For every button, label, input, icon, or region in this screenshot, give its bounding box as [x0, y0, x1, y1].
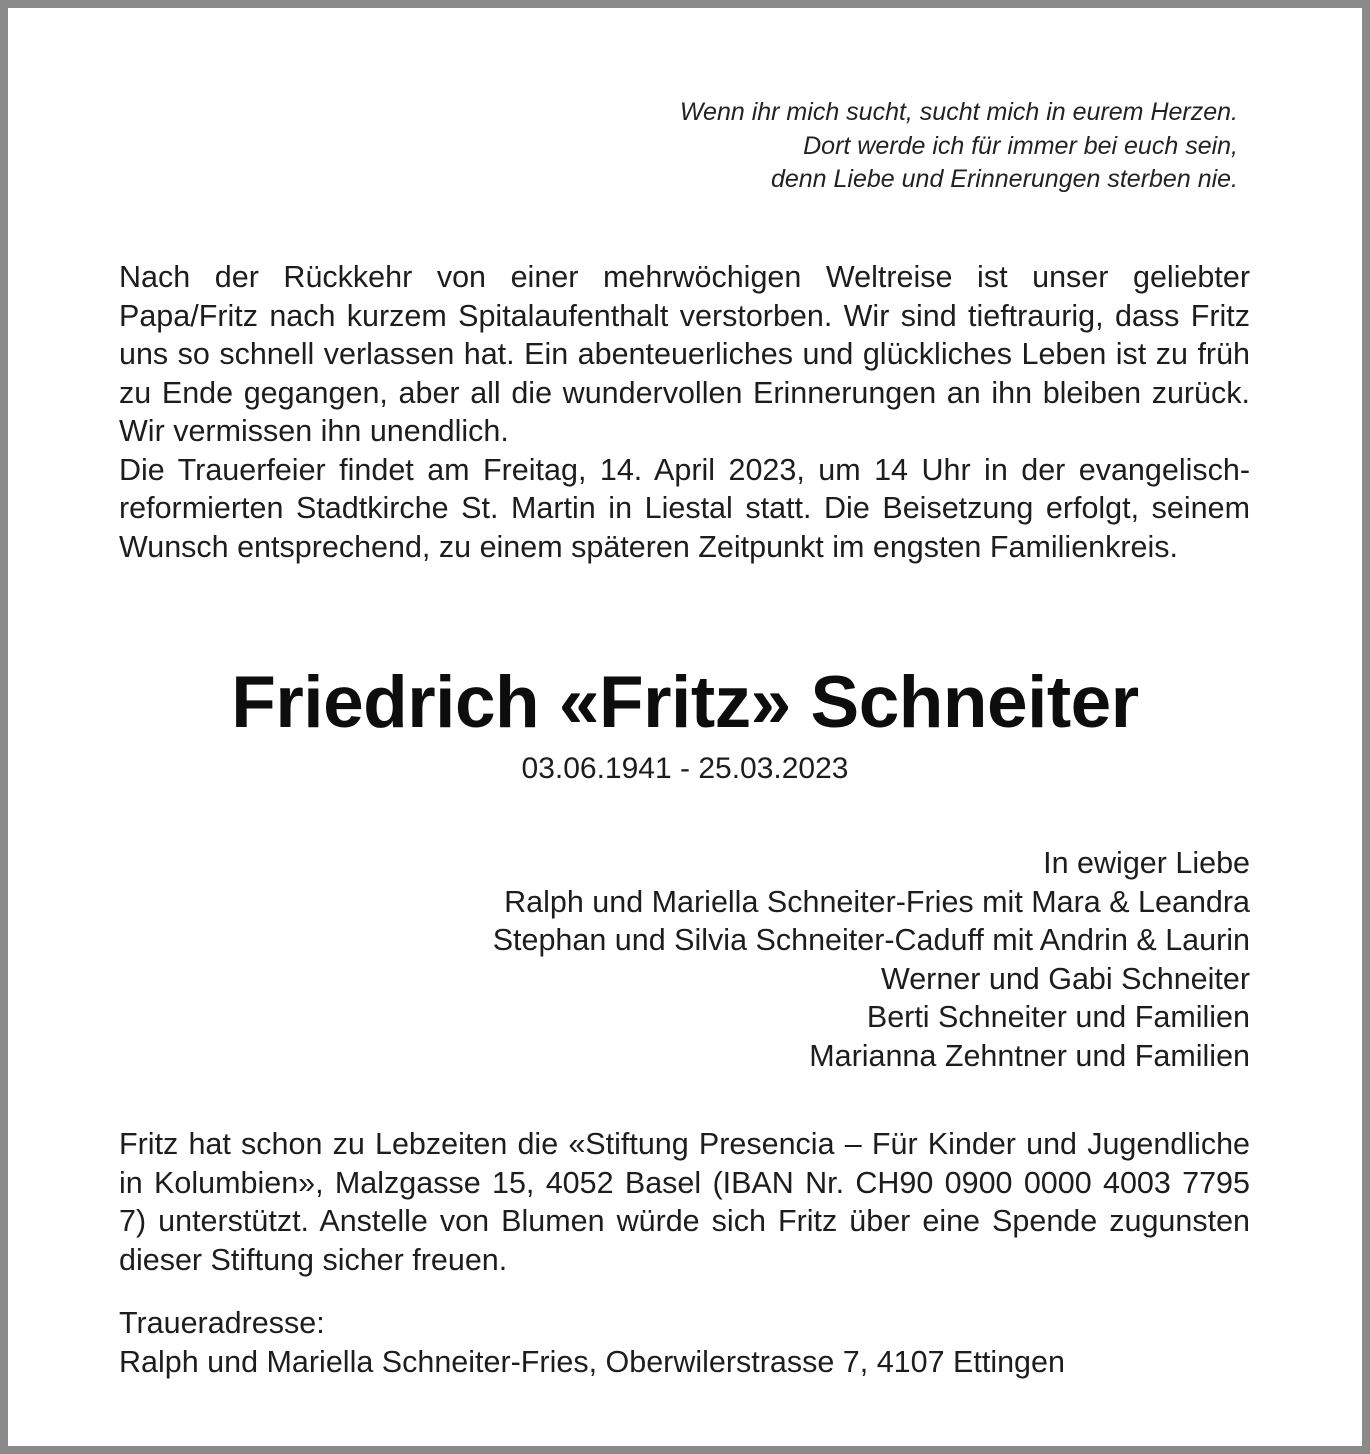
life-dates: 03.06.1941 - 25.03.2023	[521, 752, 849, 785]
obituary-page	[8, 8, 1362, 1446]
motto-quote	[680, 96, 1238, 197]
mourners-list	[493, 844, 1250, 1075]
mourner-line: Berti Schneiter und Familien	[866, 1000, 1250, 1034]
address-label: Traueradresse:	[119, 1306, 325, 1340]
mourner-line: Werner und Gabi Schneiter	[880, 961, 1250, 996]
mourner-line: In ewiger Liebe	[1043, 846, 1250, 880]
intro-paragraph: Nach der Rückkehr von einer mehrwöchigen Weltreise ist unser geliebter Papa/Fritz nach kurzem Spitalaufenthalt verstorben. Wir sind tieftraurig, dass Fritz uns so schnell verlassen hat. Ein abenteuerliches und glückliches Leben ist zu früh zu Ende gegangen, aber all die wundervollen Erinnerungen an ihn bleiben zurück. Wir vermissen ihn unendlich.	[119, 260, 1250, 448]
intro-text	[119, 258, 1250, 566]
mourning-address	[119, 1304, 1065, 1381]
mourner-line: Ralph und Mariella Schneiter-Fries mit Mara & Leandra	[504, 884, 1250, 919]
address-value: Ralph und Mariella Schneiter-Fries, Oberwilerstrasse 7, 4107 Ettingen	[119, 1344, 1065, 1379]
foundation-paragraph: Fritz hat schon zu Lebzeiten die «Stiftung Presencia – Für Kinder und Jugendliche in Kolumbien», Malzgasse 15, 4052 Basel (IBAN Nr. CH90 0900 0000 4003 7795 7) unterstützt. Anstelle von Blumen würde sich Fritz über eine Spende zugunsten dieser Stiftung sicher freuen.	[119, 1127, 1250, 1277]
foundation-text	[119, 1125, 1250, 1279]
motto-line: denn Liebe und Erinnerungen sterben nie.	[770, 165, 1238, 193]
motto-line: Dort werde ich für immer bei euch sein,	[803, 131, 1238, 160]
motto-line: Wenn ihr mich sucht, sucht mich in eurem Herzen.	[679, 98, 1238, 126]
deceased-name: Friedrich «Fritz» Schneiter	[231, 662, 1139, 743]
mourner-line: Stephan und Silvia Schneiter-Caduff mit Andrin & Laurin	[492, 923, 1250, 957]
mourner-line: Marianna Zehntner und Familien	[809, 1038, 1250, 1073]
ceremony-paragraph: Die Trauerfeier findet am Freitag, 14. April 2023, um 14 Uhr in der evangelisch-reformierten Stadtkirche St. Martin in Liestal statt. Die Beisetzung erfolgt, seinem Wunsch entsprechend, zu einem späteren Zeitpunkt im engsten Familienkreis.	[119, 452, 1250, 564]
